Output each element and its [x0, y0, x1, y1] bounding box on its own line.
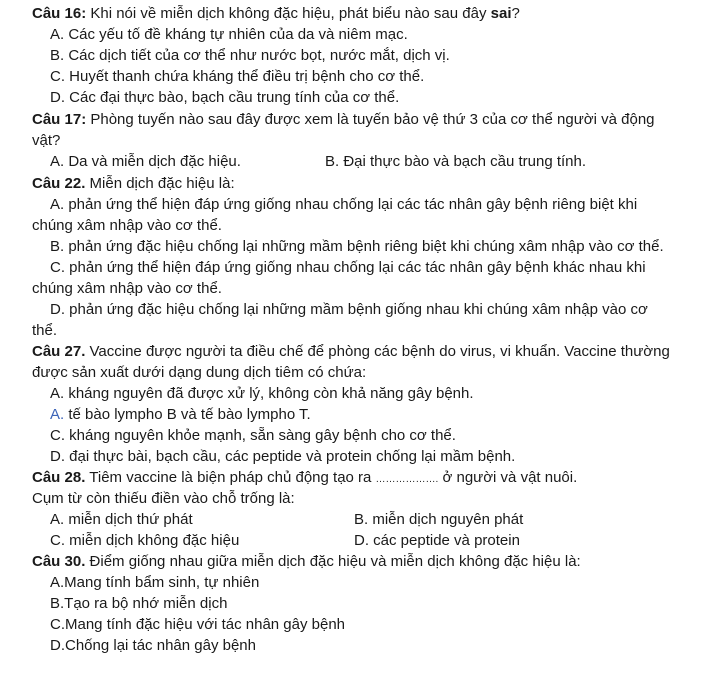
option-b: B. phản ứng đặc hiệu chống lại những mầm bệnh riêng biệt khi chúng xâm nhập vào cơ thể. — [50, 238, 664, 255]
option-d: D. các peptide và protein — [354, 532, 520, 549]
question-27-stem-cont: được sản xuất dưới dạng dung dịch tiêm có chứa: — [32, 364, 367, 381]
option-d: D. Các đại thực bào, bạch cầu trung tính của cơ thể. — [50, 89, 400, 106]
option-b: B. miễn dịch nguyên phát — [354, 511, 524, 528]
question-label: Câu 28. — [32, 469, 86, 486]
option-a: A. Các yếu tố đề kháng tự nhiên của da và niêm mạc. — [50, 26, 408, 43]
question-22-stem — [32, 174, 235, 194]
option-a: A. phản ứng thể hiện đáp ứng giống nhau chống lại các tác nhân gây bệnh riêng biệt khi — [50, 196, 638, 213]
question-text: Miễn dịch đặc hiệu là: — [85, 175, 235, 192]
option-c: C. kháng nguyên khỏe mạnh, sẵn sàng gây bệnh cho cơ thể. — [50, 427, 456, 444]
question-28-stem: Câu 28. Tiêm vaccine là biện pháp chủ động tạo ra ………………. ở người và vật nuôi. — [32, 469, 578, 486]
answer-blank: ………………. — [375, 474, 439, 485]
question-27-stem — [32, 342, 670, 362]
question-30-stem — [32, 552, 581, 572]
option-b: B.Tạo ra bộ nhớ miễn dịch — [50, 595, 228, 612]
option-b: A. tế bào lympho B và tế bào lympho T. — [50, 406, 311, 423]
question-emphasis: sai — [490, 5, 512, 22]
question-text: Điểm giống nhau giữa miễn dịch đặc hiệu và miễn dịch không đặc hiệu là: — [85, 553, 581, 570]
question-17-stem-cont: vật? — [32, 132, 61, 149]
option-c: C. phản ứng thể hiện đáp ứng giống nhau chống lại các tác nhân gây bệnh khác nhau khi — [50, 259, 646, 276]
option-d: D. đại thực bài, bạch cầu, các peptide và protein chống lại mầm bệnh. — [50, 448, 516, 465]
option-d-cont: thể. — [32, 322, 58, 339]
question-text: Tiêm vaccine là biện pháp chủ động tạo ra — [85, 469, 376, 486]
question-16-stem: Câu 16: Khi nói về miễn dịch không đặc hiệu, phát biểu nào sau đây sai? — [32, 5, 520, 22]
option-c: C. Huyết thanh chứa kháng thể điều trị bệnh cho cơ thể. — [50, 68, 425, 85]
option-b: B. Các dịch tiết của cơ thể như nước bọt, nước mắt, dịch vị. — [50, 47, 450, 64]
question-label: Câu 17: — [32, 111, 87, 128]
question-17-stem — [32, 110, 694, 130]
option-d: D. phản ứng đặc hiệu chống lại những mầm bệnh giống nhau khi chúng xâm nhập vào cơ — [50, 301, 648, 318]
option-c: C.Mang tính đặc hiệu với tác nhân gây bệnh — [50, 616, 346, 633]
question-label: Câu 22. — [32, 175, 86, 192]
option-a: A.Mang tính bẩm sinh, tự nhiên — [50, 574, 260, 591]
question-text: Vaccine được người ta điều chế để phòng các bệnh do virus, vi khuẩn. Vaccine thường — [85, 343, 670, 360]
option-a-cont: chúng xâm nhập vào cơ thể. — [32, 217, 222, 234]
question-label: Câu 30. — [32, 553, 86, 570]
option-c: C. miễn dịch không đặc hiệu — [50, 532, 240, 549]
option-b: B. Đại thực bào và bạch cầu trung tính. — [325, 153, 587, 170]
option-a: A. Da và miễn dịch đặc hiệu. — [50, 153, 241, 170]
option-d: D.Chống lại tác nhân gây bệnh — [50, 637, 256, 654]
option-a: A. kháng nguyên đã được xử lý, không còn khả năng gây bệnh. — [50, 385, 474, 402]
option-a: A. miễn dịch thứ phát — [50, 511, 193, 528]
question-text: Phòng tuyến nào sau đây được xem là tuyến bảo vệ thứ 3 của cơ thể người và động — [86, 111, 655, 128]
question-label: Câu 27. — [32, 343, 86, 360]
option-letter: A. — [50, 406, 65, 423]
option-c-cont: chúng xâm nhập vào cơ thể. — [32, 280, 222, 297]
question-28-prompt: Cụm từ còn thiếu điền vào chỗ trống là: — [32, 490, 295, 507]
question-text: Khi nói về miễn dịch không đặc hiệu, phát biểu nào sau đây — [86, 5, 491, 22]
question-label: Câu 16: — [32, 5, 87, 22]
